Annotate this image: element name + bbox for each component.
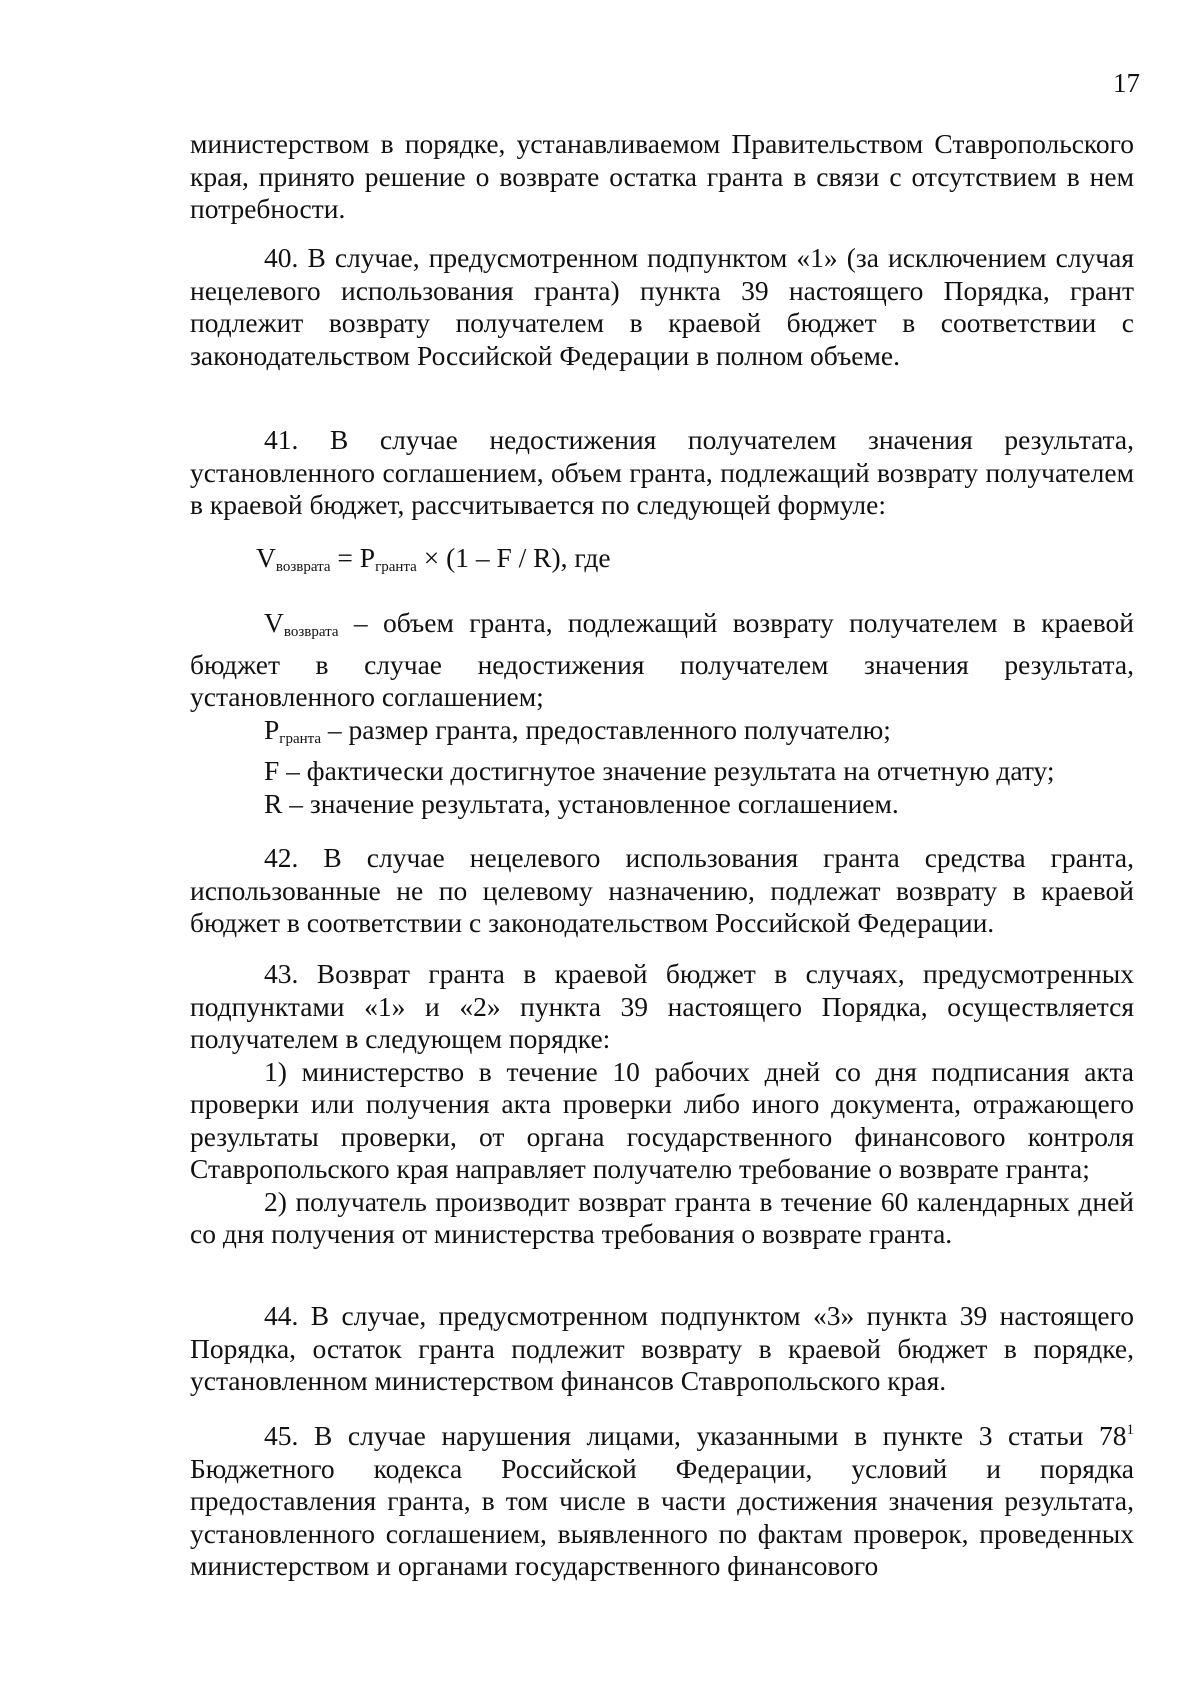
definition-p-symbol: P <box>264 713 280 745</box>
text-section-2 <box>190 242 1134 372</box>
page-number: 17 <box>1113 68 1140 98</box>
paragraph-45-start: 45. В случае нарушения лицами, указанными в пункте 3 статьи 78 <box>264 1420 1127 1451</box>
text-section-1 <box>190 128 1134 226</box>
formula-p: P <box>359 541 376 573</box>
definition-v-symbol: V <box>264 607 284 638</box>
formula-equals: = <box>330 541 360 573</box>
paragraph-43: 43. Возврат гранта в краевой бюджет в случаях, предусмотренных подпунктами «1» и «2» пункта 39 настоящего Порядка, осуществляется получателем в следующем порядке: <box>190 958 1134 1054</box>
formula-p-subscript: гранта <box>375 558 417 575</box>
text-section-3 <box>190 424 1134 820</box>
definition-f: F – фактически достигнутое значение результата на отчетную дату; <box>264 755 1055 786</box>
paragraph-45-superscript: 1 <box>1126 1422 1134 1438</box>
definition-p <box>190 714 1134 756</box>
text-section-6 <box>190 1300 1134 1398</box>
formula-rest: × (1 – F / R), где <box>416 541 611 573</box>
formula-v-subscript: возврата <box>275 558 331 575</box>
paragraph-43-item-2: 2) получатель производит возврат гранта в течение 60 календарных дней со дня получения от министерства требования о возврате гранта. <box>190 1185 1134 1249</box>
definition-v <box>190 607 1134 714</box>
formula <box>190 542 1134 584</box>
paragraph-42: 42. В случае нецелевого использования гранта средства гранта, использованные не по целевому назначению, подлежат возврату в краевой бюджет в соответствии с законодательством Российской Федерации. <box>190 842 1134 938</box>
definition-v-subscript: возврата <box>283 624 339 640</box>
formula-v: V <box>256 541 276 573</box>
definition-p-subscript: гранта <box>279 730 322 747</box>
text-section-4 <box>190 842 1134 940</box>
paragraph-41: 41. В случае недостижения получателем значения результата, установленного соглашением, объем гранта, подлежащий возврату получателем в краевой бюджет, рассчитывается по следующей формуле: <box>190 424 1134 520</box>
paragraph-40: 40. В случае, предусмотренном подпунктом «1» (за исключением случая нецелевого использования гранта) пункта 39 настоящего Порядка, грант подлежит возврату получателем в краевой бюджет в соответствии с законодательством Российской Федерации в полном объеме. <box>190 242 1134 371</box>
definition-r: R – значение результата, установленное соглашением. <box>264 787 899 819</box>
paragraph-44: 44. В случае, предусмотренном подпунктом «3» пункта 39 настоящего Порядка, остаток гранта подлежит возврату в краевой бюджет в порядке, установленном министерством финансов Ставропольского края. <box>190 1300 1134 1396</box>
text-section-5 <box>190 958 1134 1251</box>
definition-p-text: – размер гранта, предоставленного получателю; <box>321 713 891 745</box>
text-section-7 <box>190 1414 1134 1583</box>
definition-v-text: – объем гранта, подлежащий возврату получателем в краевой бюджет в случае недостижения получателем значения результата, установленного соглашением; <box>190 607 1134 712</box>
paragraph-continued: министерством в порядке, устанавливаемом Правительством Ставропольского края, принято решение о возврате остатка гранта в связи с отсутствием в нем потребности. <box>190 128 1134 224</box>
paragraph-43-item-1: 1) министерство в течение 10 рабочих дней со дня подписания акта проверки или получения акта проверки либо иного документа, отражающего результаты проверки, от органа государственного финансового контроля Ставропольского края направляет получателю требование о возврате гранта; <box>190 1055 1134 1184</box>
paragraph-45 <box>190 1414 1134 1583</box>
paragraph-45-rest: Бюджетного кодекса Российской Федерации, условий и порядка предоставления гранта, в том числе в части достижения значения результата, установленного соглашением, выявленного по фактам проверок, проведенных министерством и органами государственного финансового <box>190 1452 1134 1581</box>
